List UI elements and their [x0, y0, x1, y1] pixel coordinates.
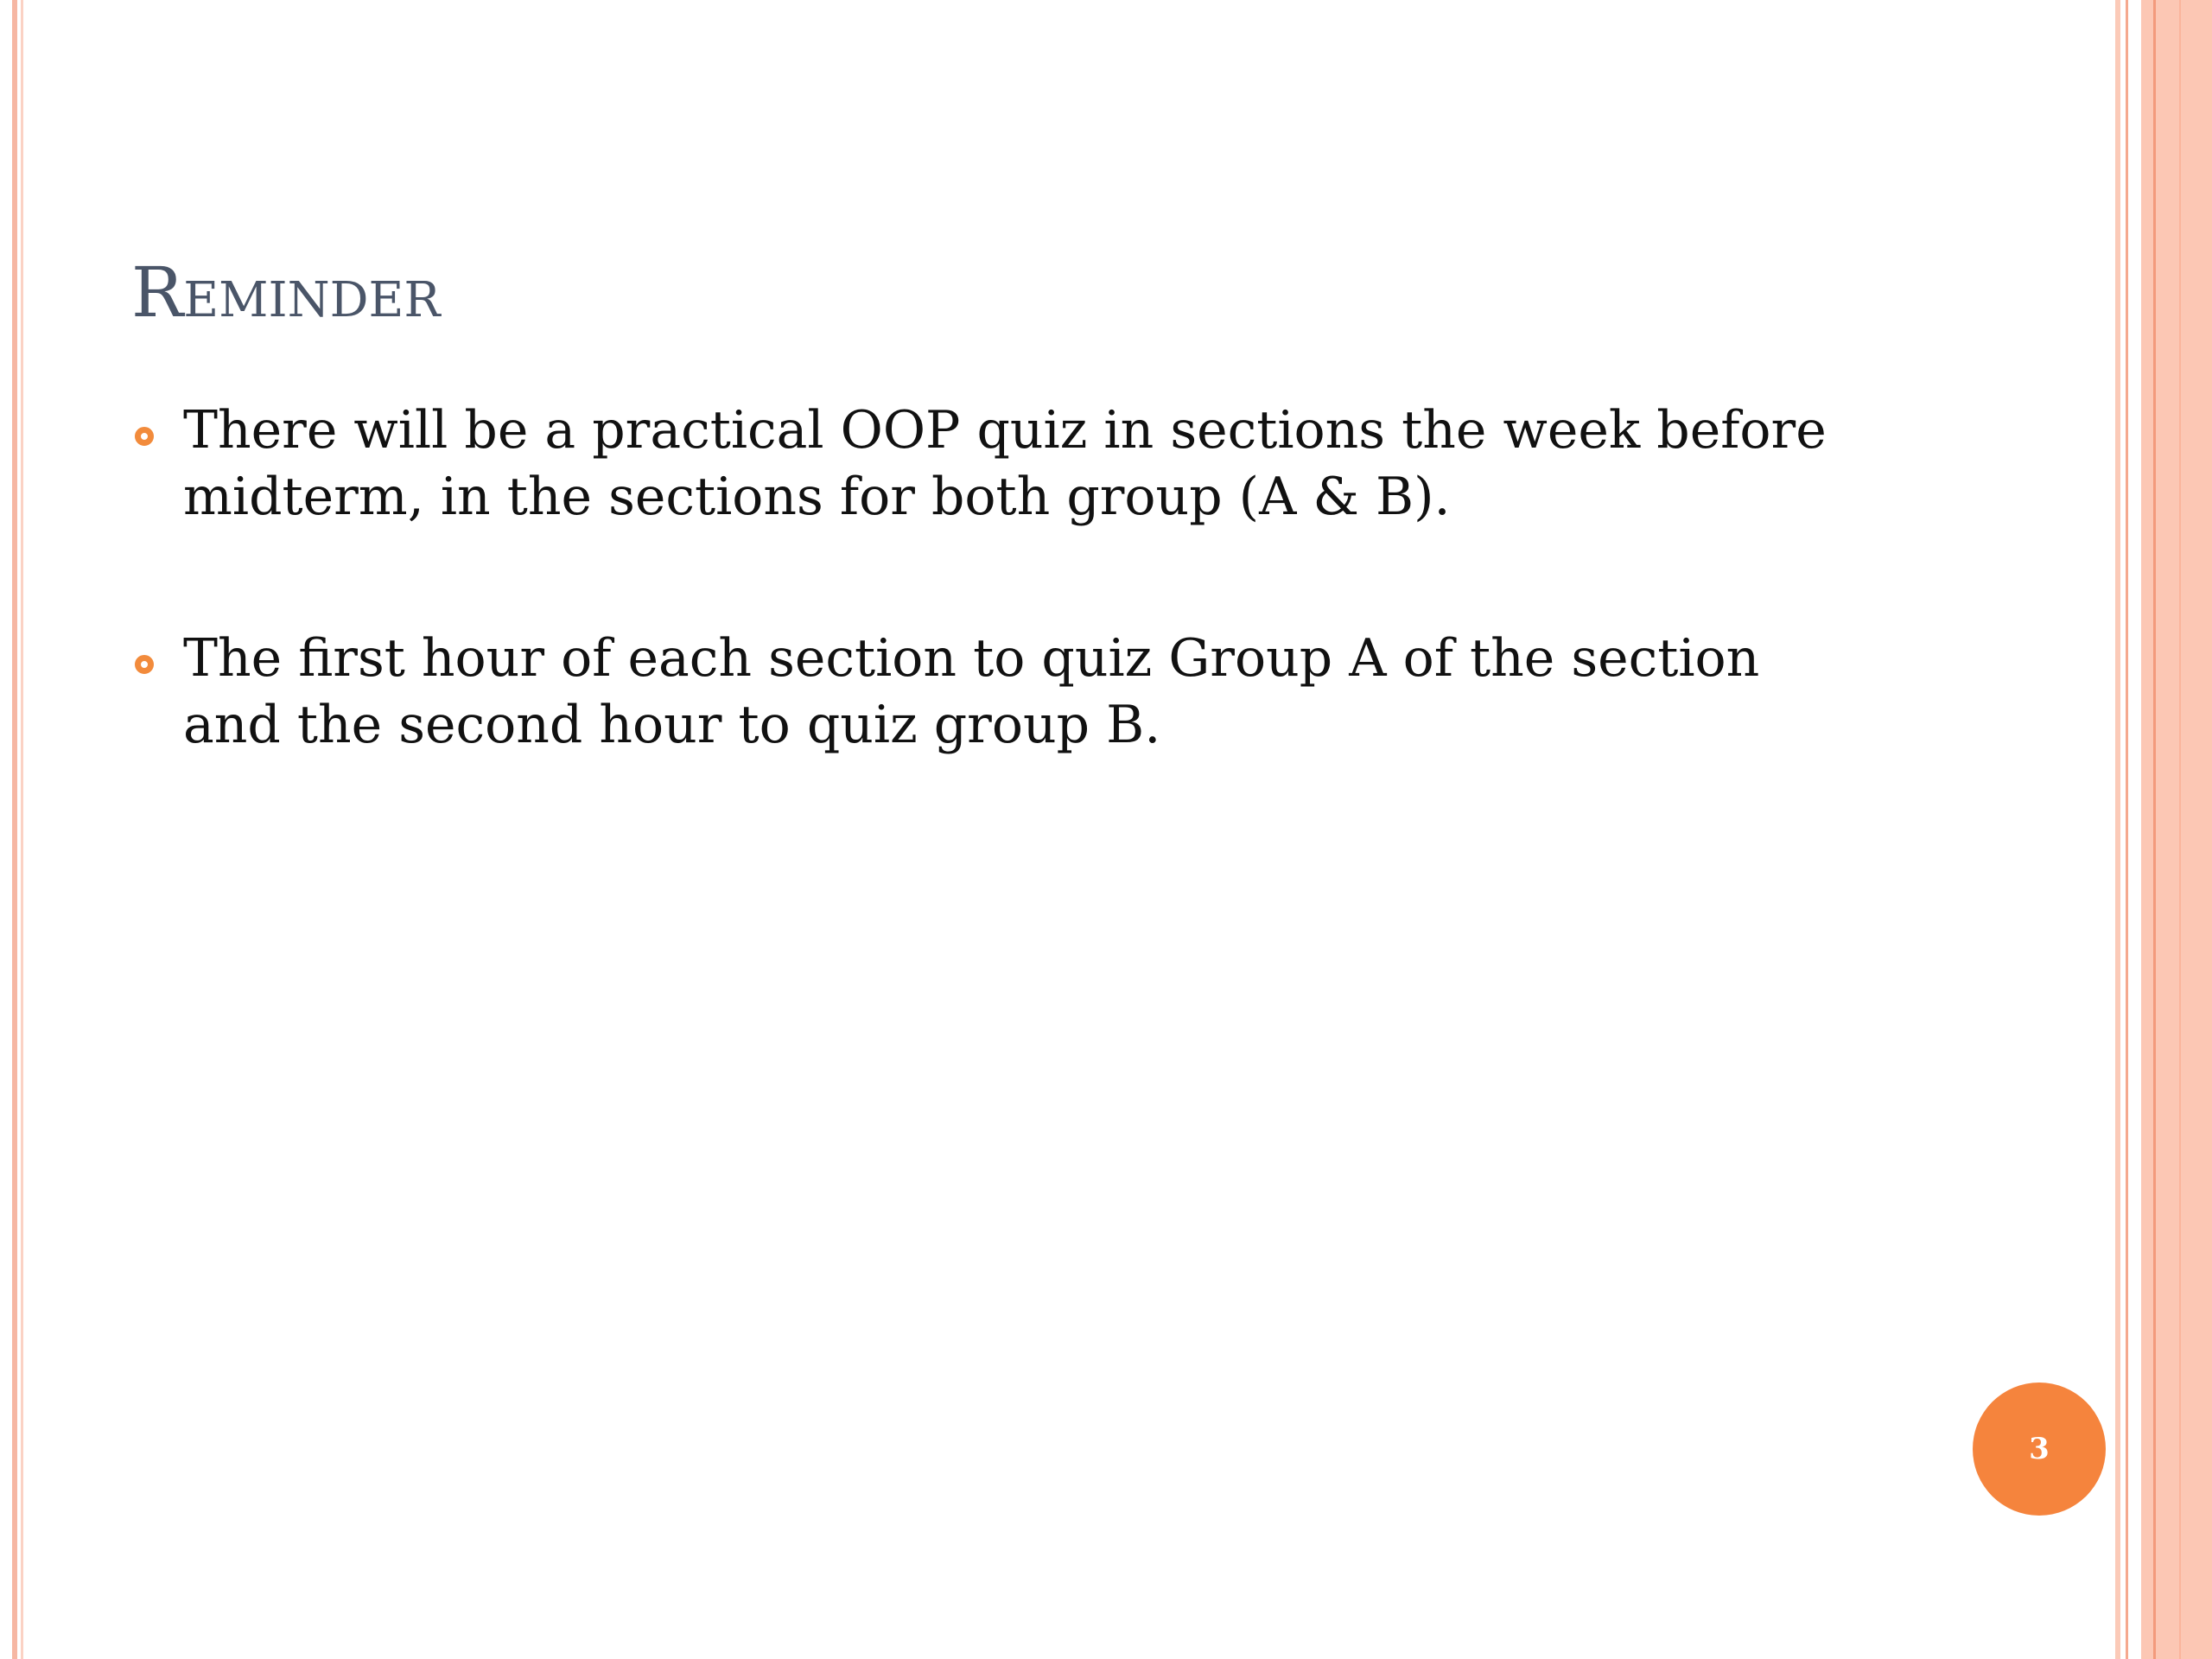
- right-border-line: [2115, 0, 2120, 1659]
- right-border-line-inner: [2126, 0, 2128, 1659]
- slide-title: Reminder: [131, 252, 441, 333]
- bullet-text: The first hour of each section to quiz Group A of the section and the second hour to quiz group B.: [183, 628, 1760, 755]
- bullet-circle-icon: [135, 655, 154, 674]
- left-border-line: [12, 0, 17, 1659]
- bullet-item: [130, 626, 1858, 759]
- right-band-stripe-2: [2179, 0, 2181, 1659]
- bullet-list: [130, 397, 1858, 854]
- bullet-circle-icon: [135, 427, 154, 446]
- page-number: 3: [2029, 1432, 2050, 1466]
- right-band-stripe: [2153, 0, 2156, 1659]
- left-border-line-inner: [21, 0, 23, 1659]
- bullet-item: [130, 397, 1858, 531]
- page-number-badge: [1973, 1382, 2106, 1516]
- right-border-band: [2141, 0, 2212, 1659]
- bullet-text: There will be a practical OOP quiz in sections the week before midterm, in the sections for both group (A & B).: [183, 400, 1827, 527]
